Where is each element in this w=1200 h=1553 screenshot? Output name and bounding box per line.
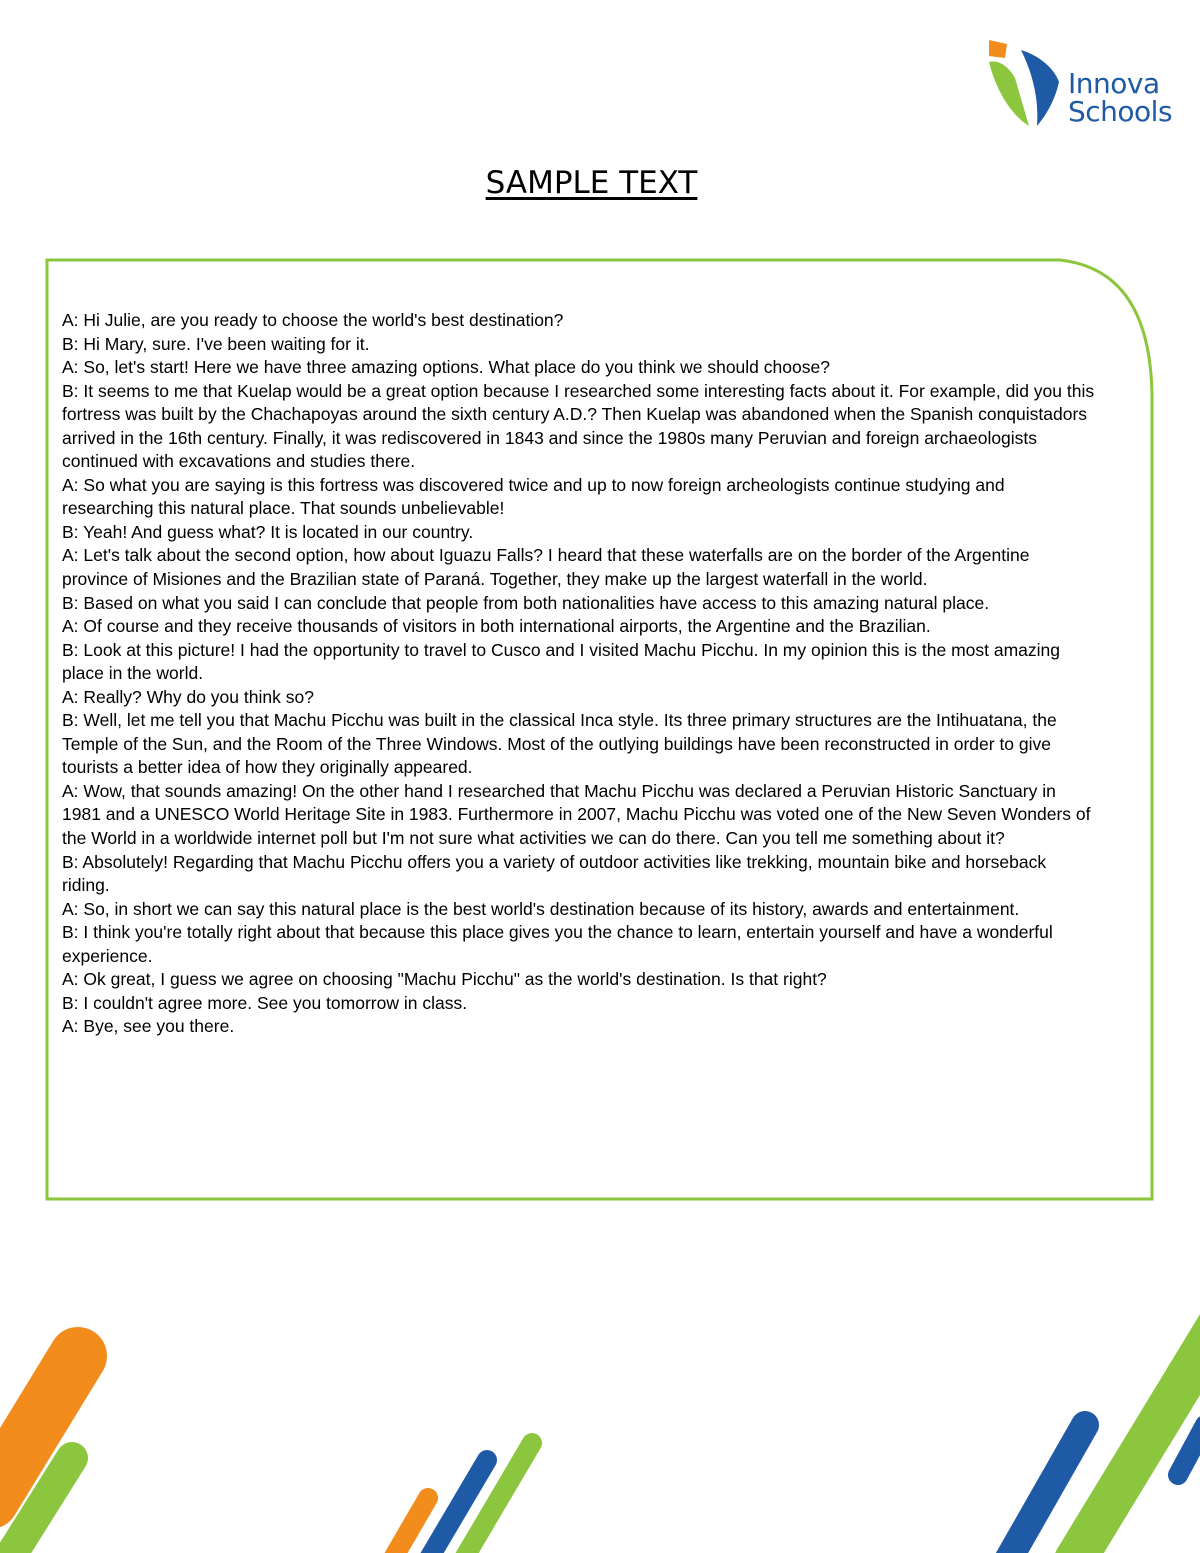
dialogue-line: A: Bye, see you there. <box>62 1016 235 1037</box>
dialogue-line: B: Well, let me tell you that Machu Picchu was built in the classical Inca style. Its three primary structures are the Intihuatana, the Temple of the Sun, and the Room of the Three Windows. Most of the outlying buildings have been reconstructed in order to give tourists a better idea of how they originally appeared. <box>62 710 1057 778</box>
dialogue-line: A: Hi Julie, are you ready to choose the world's best destination? <box>62 310 564 330</box>
dialogue-line: B: Hi Mary, sure. I've been waiting for it. <box>62 333 370 354</box>
dialogue-line: A: So, in short we can say this natural place is the best world's destination because of its history, awards and entertainment. <box>62 898 1020 919</box>
dialogue-line: B: I couldn't agree more. See you tomorrow in class. <box>62 992 468 1013</box>
brand-line-2: Schools <box>1068 95 1173 128</box>
dialogue-line: A: So, let's start! Here we have three amazing options. What place do you think we should choose? <box>62 357 830 378</box>
dialogue-line: B: Yeah! And guess what? It is located in our country. <box>62 521 474 542</box>
decorative-stripes <box>0 1300 1200 1553</box>
dialogue-line: B: Based on what you said I can conclude that people from both nationalities have access to this amazing natural place. <box>62 592 990 613</box>
dialogue-line: B: Look at this picture! I had the opportunity to travel to Cusco and I visited Machu Picchu. In my opinion this is the most amazing place in the world. <box>62 639 1061 684</box>
brand-wordmark <box>1068 67 1173 128</box>
brand-line-1: Innova <box>1068 67 1160 100</box>
dialogue-line: A: Of course and they receive thousands of visitors in both international airports, the Argentine and the Brazilian. <box>62 616 931 637</box>
dialogue-line: A: Let's talk about the second option, how about Iguazu Falls? I heard that these waterfalls are on the border of the Argentine province of Misiones and the Brazilian state of Paraná. Together, they make up the largest waterfall in the world. <box>62 545 1030 590</box>
dialogue-text <box>62 309 1097 1039</box>
dialogue-line: B: It seems to me that Kuelap would be a great option because I researched some interesting facts about it. For example, did you this fortress was built by the Chachapoyas around the sixth century A.D.? Then Kuelap was abandoned when the Spanish conquistadors arrived in the 16th century. Finally, it was rediscovered in 1843 and since the 1980s many Peruvian and foreign archaeologists continued with excavations and studies there. <box>62 380 1095 472</box>
dialogue-line: A: So what you are saying is this fortress was discovered twice and up to now foreign archeologists continue studying and researching this natural place. That sounds unbelievable! <box>62 474 1005 519</box>
dialogue-line: B: I think you're totally right about that because this place gives you the chance to learn, entertain yourself and have a wonderful experience. <box>62 922 1053 966</box>
dialogue-line: A: Really? Why do you think so? <box>62 686 314 707</box>
dialogue-line: B: Absolutely! Regarding that Machu Picchu offers you a variety of outdoor activities like trekking, mountain bike and horseback riding. <box>62 851 1047 896</box>
page-title: SAMPLE TEXT <box>485 165 698 201</box>
dialogue-line: A: Wow, that sounds amazing! On the other hand I researched that Machu Picchu was declared a Peruvian Historic Sanctuary in 1981 and a UNESCO World Heritage Site in 1983. Furthermore in 2007, Machu Picchu was voted one of the New Seven Wonders of the World in a worldwide internet poll but I'm not sure what activities we can do there. Can you tell me something about it? <box>62 780 1091 849</box>
dialogue-line: A: Ok great, I guess we agree on choosing "Machu Picchu" as the world's destination. Is that right? <box>62 969 827 990</box>
